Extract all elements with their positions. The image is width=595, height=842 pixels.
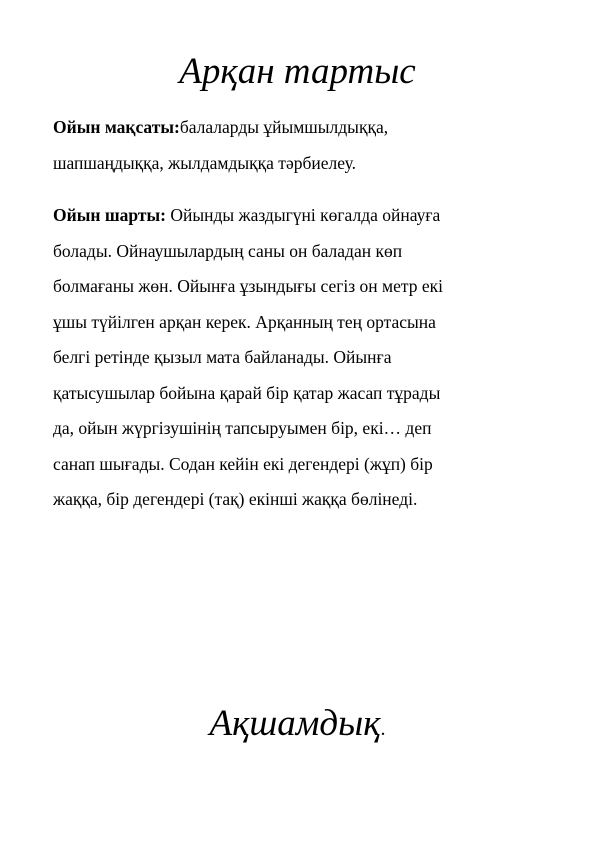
- rules-label: Ойын шарты:: [53, 205, 166, 225]
- text-line: белгі ретінде қызыл мата байланады. Ойынға: [53, 347, 392, 367]
- text-line: шапшаңдыққа, жылдамдыққа тәрбиелеу.: [53, 152, 356, 173]
- next-game-title-period: .: [380, 718, 386, 740]
- next-game-title: [0, 705, 595, 742]
- text-line: болады. Ойнаушылардың саны он баладан көп: [53, 240, 403, 261]
- next-game-title-text: Ақшамдық: [209, 703, 381, 744]
- text-line: [53, 198, 553, 234]
- text-line: жаққа, бір дегендері (тақ) екінші жаққа бөлінеді.: [53, 489, 418, 509]
- text-line: да, ойын жүргізушінің тапсыруымен бір, екі… деп: [53, 418, 432, 438]
- text-line: ұшы түйілген арқан керек. Арқанның тең ортасына: [53, 311, 436, 332]
- text-line: болмағаны жөн. Ойынға ұзындығы сегіз он метр екі: [53, 276, 444, 296]
- purpose-label: Ойын мақсаты:: [53, 117, 180, 137]
- text-line: санап шығады. Содан кейін екі дегендері (жұп) бір: [53, 453, 433, 474]
- rules-text: Ойынды жаздыгүні көгалда ойнауға: [165, 205, 441, 225]
- text-line: қатысушылар бойына қарай бір қатар жасап тұрады: [53, 382, 441, 403]
- game-purpose-paragraph: [53, 110, 553, 181]
- purpose-text: балаларды ұйымшылдыққа,: [179, 117, 389, 137]
- page-title: Арқан тартыс: [179, 51, 416, 92]
- game-rules-paragraph: [53, 198, 553, 518]
- text-line: [53, 110, 553, 146]
